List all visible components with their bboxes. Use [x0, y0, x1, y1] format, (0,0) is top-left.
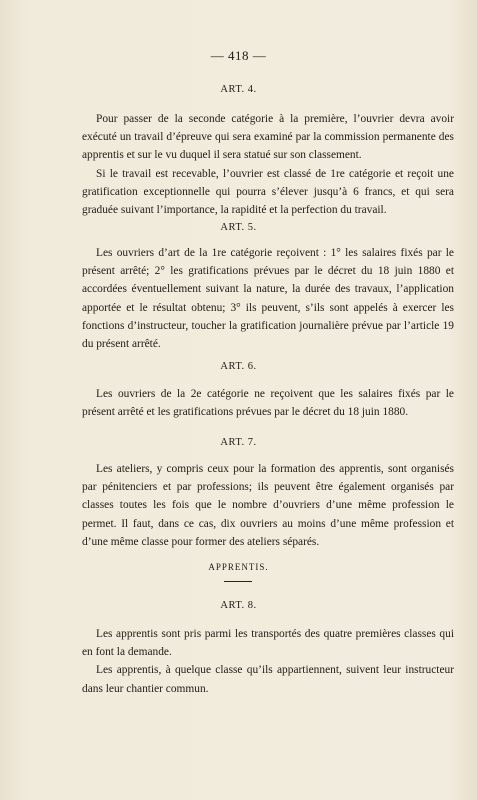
article-8-paragraph-2: Les apprentis, à quelque classe qu’ils appartiennent, suivent leur instructeur dans leur chantier commun.	[82, 664, 454, 695]
article-5-heading: ART. 5.	[220, 222, 257, 233]
article-7-body	[82, 460, 454, 551]
article-5-body	[82, 244, 454, 353]
article-4-paragraph-2: Si le travail est recevable, l’ouvrier est classé de 1re catégorie et reçoit une gratification exceptionnelle qui pourra s’élever jusqu’à 6 francs, et qui sera graduée suivant l’importance, la rapidité et la perfection du travail.	[82, 167, 454, 217]
page-number: — 418 —	[210, 48, 267, 63]
section-title-apprentis: APPRENTIS.	[208, 562, 269, 572]
article-6-paragraph-1: Les ouvriers de la 2e catégorie ne reçoivent que les salaires fixés par le présent arrêté et les gratifications prévues par le décret du 18 juin 1880.	[82, 388, 454, 419]
article-8-paragraph-1: Les apprentis sont pris parmi les transportés des quatre premières classes qui en font la demande.	[82, 628, 454, 659]
article-6-heading: ART. 6.	[220, 361, 257, 372]
article-6-body	[82, 385, 454, 421]
article-4-paragraph-1: Pour passer de la seconde catégorie à la première, l’ouvrier devra avoir exécuté un travail d’épreuve qui sera examiné par la commission permanente des apprentis et sur le vu duquel il sera statué sur son classement.	[82, 113, 454, 162]
article-8-heading: ART. 8.	[220, 600, 257, 611]
article-7-heading: ART. 7.	[220, 437, 257, 448]
article-5-paragraph-1: Les ouvriers d’art de la 1re catégorie reçoivent : 1° les salaires fixés par le présent arrêté; 2° les gratifications prévues par le décret du 18 juin 1880 et accordées éventuellement suivant la nature, la durée des travaux, l’application apportée et le résultat obtenu; 3° ils peuvent, s’ils sont appelés à exercer les fonctions d’instructeur, toucher la gratification journalière prévue par l’article 19 du présent arrêté.	[82, 247, 454, 351]
article-8-body	[82, 625, 454, 698]
article-7-paragraph-1: Les ateliers, y compris ceux pour la formation des apprentis, sont organisés par pénitenciers et par professions; ils peuvent être également organisés par classes toutes les fois que le nombre d’ouvriers d’une même profession le permet. Il faut, dans ce cas, dix ouvriers au moins d’une même profession et d’une même classe pour former des ateliers séparés.	[82, 463, 454, 548]
article-4-body	[82, 110, 454, 219]
section-divider	[224, 581, 252, 582]
article-4-heading: ART. 4.	[220, 84, 257, 95]
